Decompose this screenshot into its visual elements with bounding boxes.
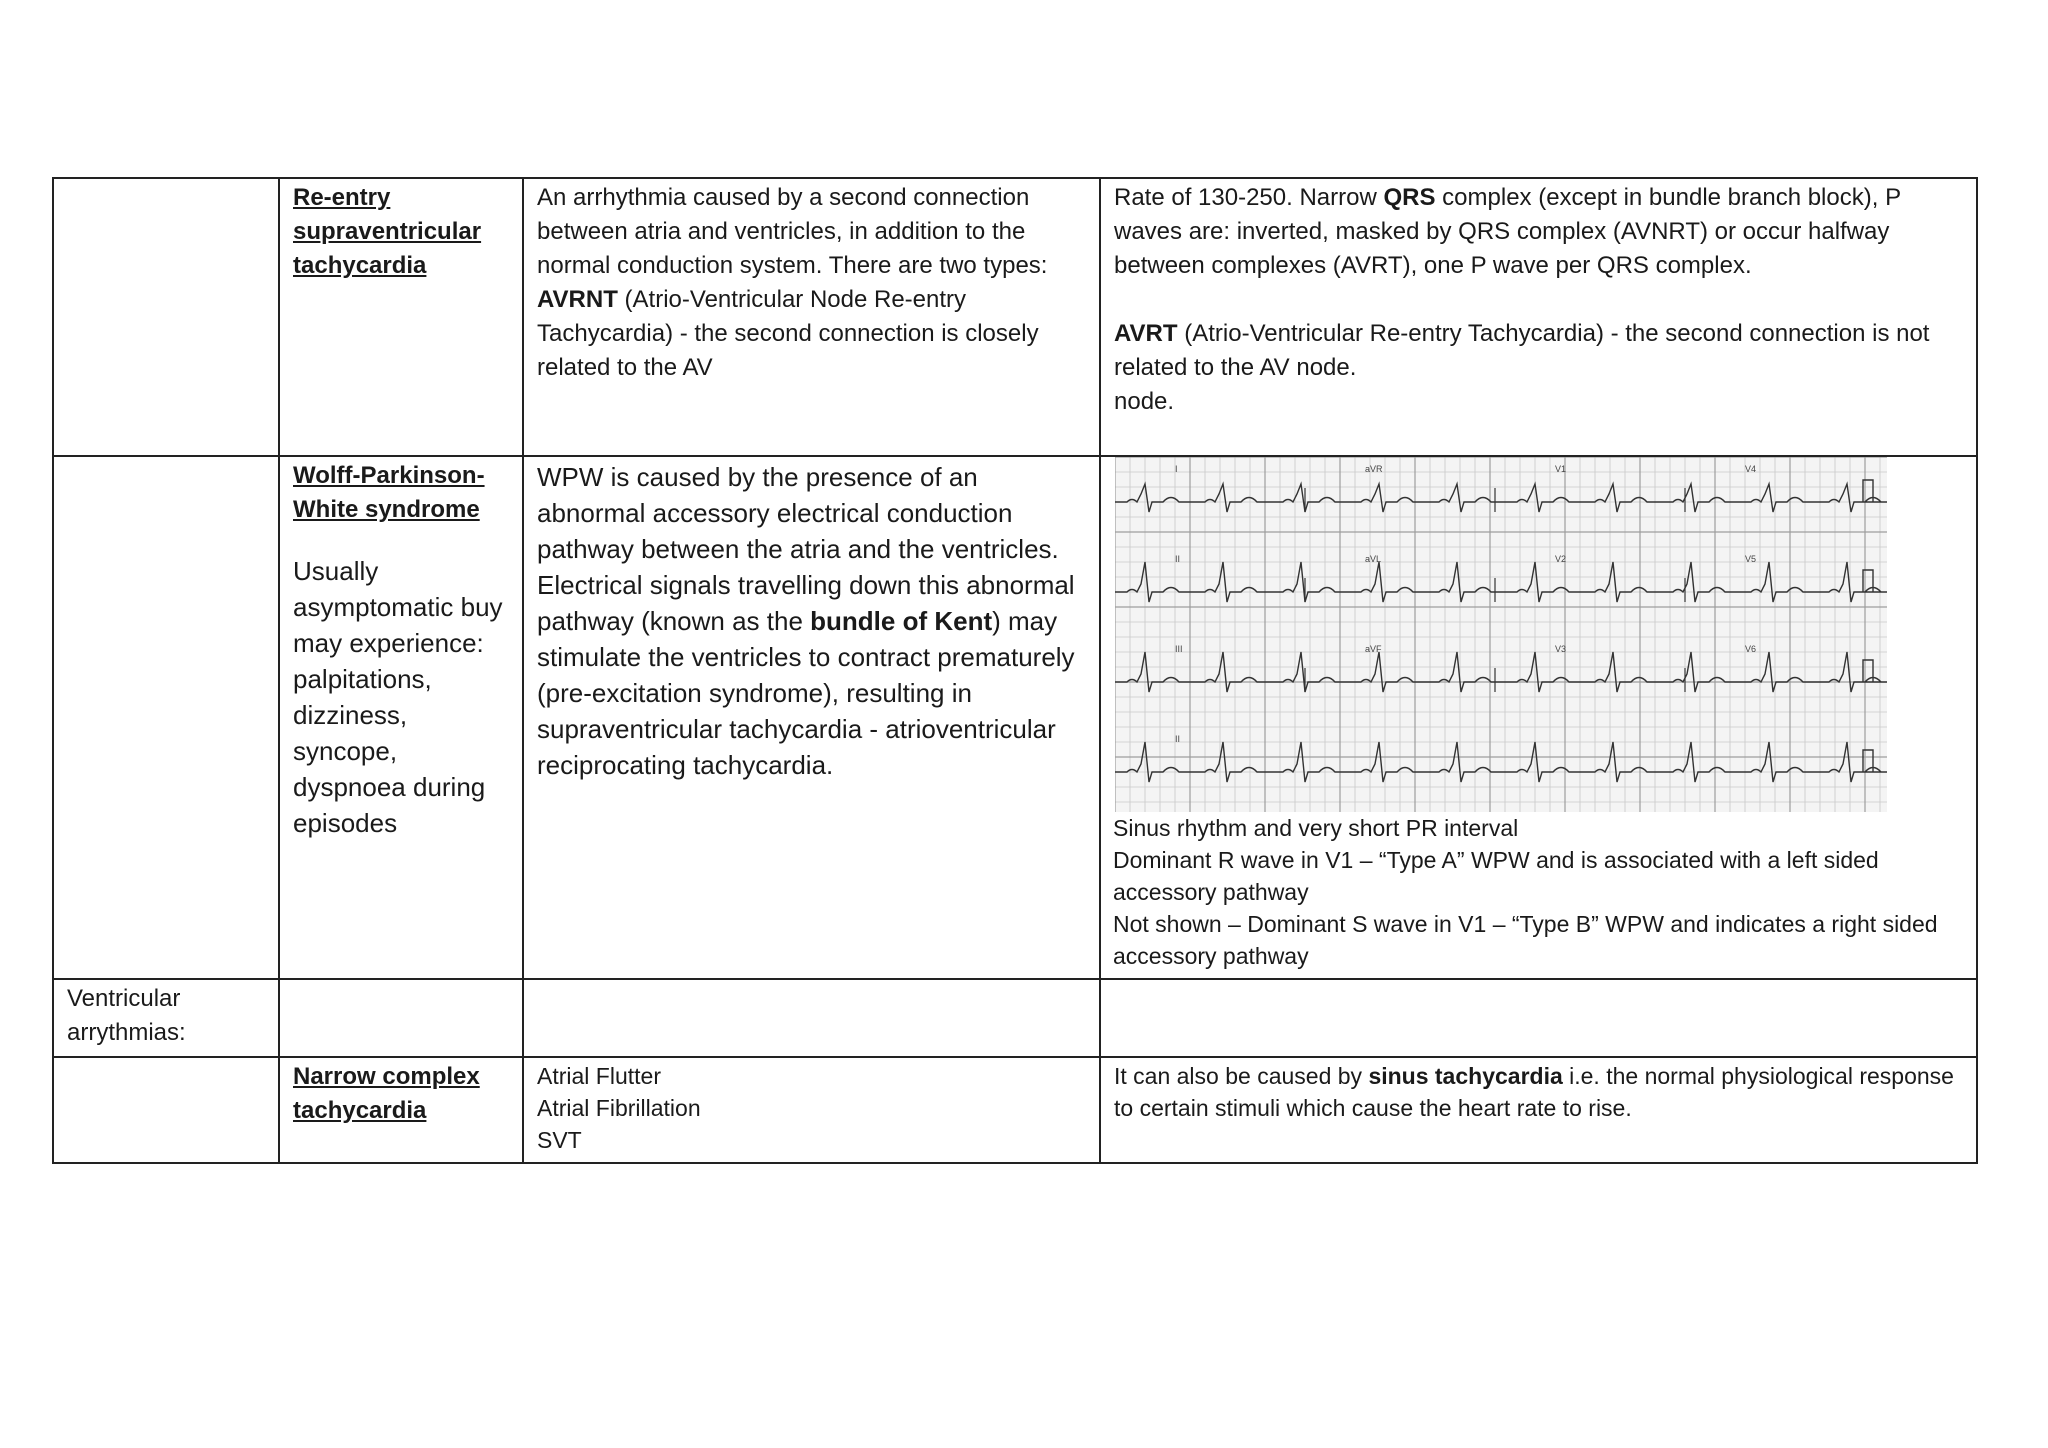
ecg-lead-label: V4	[1745, 464, 1757, 474]
paragraph	[1113, 908, 1964, 972]
condition-cell	[279, 1057, 523, 1163]
table-row	[53, 1057, 1977, 1163]
paragraph	[1114, 385, 1964, 419]
condition-cell	[279, 979, 523, 1057]
description-cell	[523, 1057, 1100, 1163]
ecg-features-cell	[1100, 1057, 1977, 1163]
category-cell	[53, 1057, 279, 1163]
ecg-lead-label: V5	[1745, 554, 1757, 564]
bold-term: QRS	[1383, 184, 1436, 211]
text-run: It can also be caused by	[1114, 1063, 1369, 1089]
text-run: (Atrio-Ventricular Re-entry Tachycardia) - the second connection is not related to the AV node.	[1114, 320, 1930, 381]
symptoms-text: Usually asymptomatic buy may experience: palpitations, dizziness, syncope, dyspnoea during episodes	[293, 556, 503, 838]
category-cell	[53, 178, 279, 456]
description-cell	[523, 178, 1100, 456]
table-row	[53, 178, 1977, 456]
bold-term: AVRT	[1114, 320, 1178, 347]
paragraph	[1114, 181, 1964, 283]
paragraph	[1114, 317, 1964, 385]
paragraph	[1113, 812, 1964, 844]
rich-text	[1114, 1060, 1964, 1124]
rich-text	[537, 459, 1087, 783]
ecg-lead-label: aVF	[1365, 644, 1382, 654]
condition-name: Re-entry supraventricular tachycardia	[293, 184, 482, 279]
paragraph	[537, 1124, 1087, 1156]
ecg-lead-label: aVL	[1365, 554, 1382, 564]
rich-text	[1114, 181, 1964, 419]
ecg-features-cell	[1100, 979, 1977, 1057]
rich-text	[1113, 812, 1964, 972]
ecg-lead-label: II	[1175, 554, 1181, 564]
text-run: Not shown – Dominant S wave in V1 – “Type B” WPW and indicates a right sided accessory pathway	[1113, 911, 1938, 969]
category-cell: Ventricular arrythmias:	[53, 979, 279, 1057]
paragraph	[537, 459, 1087, 783]
text-run: WPW is caused by the presence of an abnormal accessory electrical conduction pathway between the atria and the ventricles. Electrical signals travelling down this abnormal pathway (known as the	[537, 462, 1075, 636]
text-run: complex (except in bundle branch block), P waves are: inverted, masked by QRS complex (AVNRT) or occur halfway between complexes (AVRT), one P wave per QRS complex.	[1114, 184, 1901, 279]
ecg-lead-label: aVR	[1365, 464, 1383, 474]
condition-name: Narrow complex tachycardia	[293, 1063, 480, 1124]
ecg-features-cell	[1100, 178, 1977, 456]
description-cell	[523, 979, 1100, 1057]
bold-term: AVRNT	[537, 286, 618, 313]
condition-cell	[279, 456, 523, 979]
rich-text	[537, 181, 1087, 385]
ecg-lead-label: V2	[1555, 554, 1567, 564]
category-cell	[53, 456, 279, 979]
bold-term: bundle of Kent	[810, 606, 993, 636]
paragraph	[1114, 283, 1964, 317]
text-run: Rate of 130-250. Narrow	[1114, 184, 1384, 211]
text-run: i.e. the normal physiological response to certain stimuli which cause the heart rate to rise.	[1114, 1063, 1954, 1121]
ecg-lead-label: II	[1175, 734, 1181, 744]
paragraph	[537, 181, 1087, 283]
ecg-lead-label: III	[1175, 644, 1183, 654]
description-cell	[523, 456, 1100, 979]
bold-term: sinus tachycardia	[1368, 1063, 1563, 1089]
paragraph	[537, 283, 1087, 385]
rich-text	[537, 1060, 1087, 1156]
text-run: Sinus rhythm and very short PR interval	[1113, 815, 1519, 841]
ecg-trace-image	[1115, 457, 1887, 812]
text-run: An arrhythmia caused by a second connection between atria and ventricles, in addition to the normal conduction system. There are two types:	[537, 184, 1048, 279]
text-run: (Atrio-Ventricular Node Re-entry Tachycardia) - the second connection is closely related to the AV	[537, 286, 1039, 381]
text-run: ) may stimulate the ventricles to contract prematurely (pre-excitation syndrome), resulting in supraventricular tachycardia - atrioventricular reciprocating tachycardia.	[537, 606, 1075, 780]
paragraph	[1114, 1060, 1964, 1124]
condition-cell	[279, 178, 523, 456]
condition-name: Wolff-Parkinson-White syndrome	[293, 462, 485, 523]
text-run: SVT	[537, 1127, 582, 1153]
paragraph	[537, 1092, 1087, 1124]
paragraph	[537, 1060, 1087, 1092]
paragraph	[1113, 844, 1964, 908]
ecg-features-cell	[1100, 456, 1977, 979]
text-run: Atrial Flutter	[537, 1063, 661, 1089]
table-row	[53, 979, 1977, 1057]
text-run: node.	[1114, 388, 1175, 415]
ecg-lead-label: V3	[1555, 644, 1567, 654]
ecg-lead-label: V6	[1745, 644, 1757, 654]
ecg-lead-label: V1	[1555, 464, 1567, 474]
text-run: Dominant R wave in V1 – “Type A” WPW and is associated with a left sided accessory pathway	[1113, 847, 1879, 905]
table-row	[53, 456, 1977, 979]
text-run: Atrial Fibrillation	[537, 1095, 701, 1121]
ecg-lead-label: I	[1175, 464, 1178, 474]
arrhythmia-table	[52, 177, 1978, 1164]
